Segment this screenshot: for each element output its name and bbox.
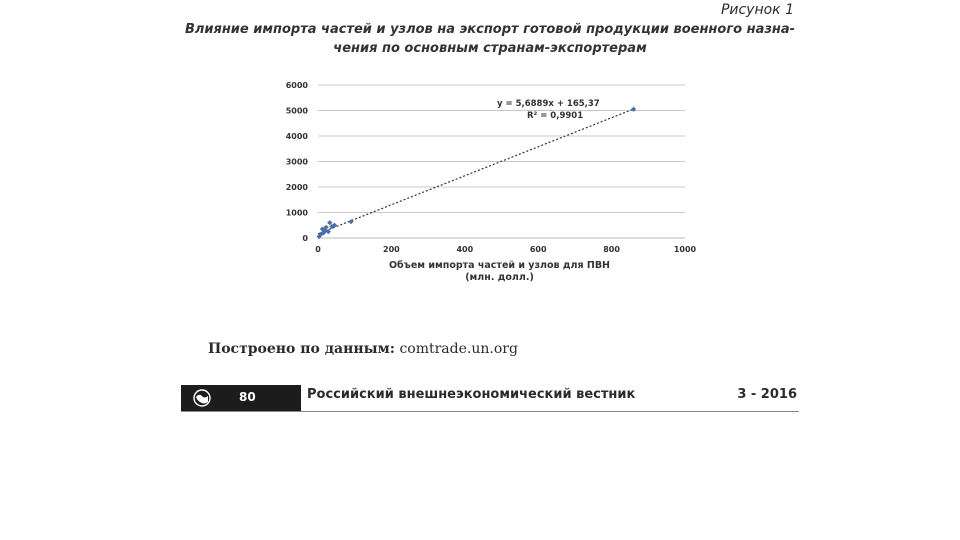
- y-tick-label: 2000: [285, 183, 308, 192]
- x-tick-label: 600: [529, 245, 547, 254]
- trend-line: [318, 109, 634, 234]
- journal-title: Российский внешнеэкономический вестник: [307, 387, 636, 402]
- globe-logo-icon: [193, 389, 211, 407]
- y-tick-label: 5000: [285, 106, 308, 116]
- y-axis-ticks: [286, 81, 309, 243]
- x-tick-label: 0: [315, 245, 321, 254]
- data-points: [317, 107, 637, 239]
- footer-page-block: [181, 385, 301, 411]
- x-tick-label: 200: [383, 245, 400, 254]
- x-axis-title: Объем импорта частей и узлов для ПВН: [388, 260, 611, 271]
- page-footer: [181, 385, 799, 412]
- y-tick-label: 4000: [285, 132, 308, 141]
- page-number: 80: [239, 390, 256, 404]
- x-tick-label: 400: [456, 245, 474, 254]
- x-tick-label: 1000: [673, 245, 697, 254]
- y-tick-label: 1000: [285, 208, 308, 218]
- trend-r-squared: R² = 0,9901: [527, 111, 584, 121]
- figure-label: Рисунок 1: [720, 2, 794, 18]
- figure-title-line1: Влияние импорта частей и узлов на экспорт готовой продукции военного назна-: [184, 22, 796, 37]
- y-tick-label: 6000: [285, 81, 308, 90]
- data-point: [631, 107, 636, 112]
- issue-number: 3 - 2016: [737, 387, 797, 402]
- x-axis-ticks: [315, 245, 696, 254]
- trend-equation: y = 5,6889x + 165,37: [497, 99, 600, 109]
- x-tick-label: 800: [603, 245, 620, 254]
- source-label: Построено по данным:: [208, 341, 395, 357]
- y-tick-label: 0: [302, 234, 308, 243]
- source-note: [208, 341, 518, 357]
- figure-title-line2: чения по основным странам-экспортерам: [333, 41, 647, 56]
- x-axis-subtitle: (млн. долл.): [465, 272, 534, 283]
- source-value: comtrade.un.org: [399, 341, 518, 357]
- y-tick-label: 3000: [285, 157, 308, 167]
